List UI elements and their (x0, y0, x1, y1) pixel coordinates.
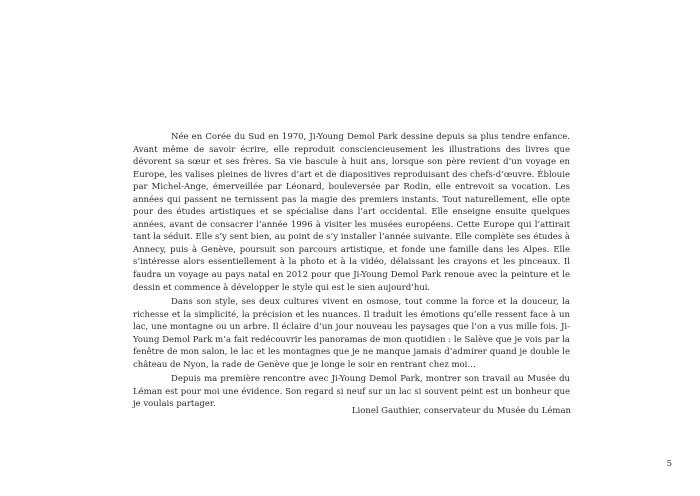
body-text (133, 131, 570, 411)
page-number: 5 (666, 459, 672, 469)
author-signature: Lionel Gauthier, conservateur du Musée du Léman (351, 406, 571, 416)
paragraph-biography: Née en Corée du Sud en 1970, Ji-Young Demol Park dessine depuis sa plus tendre enfance. Avant même de savoir écrire, elle reproduit consciencieusement les illustrations des livres que dévorent sa sœur et ses frères. Sa vie bascule à huit ans, lorsque son père revient d’un voyage en Europe, les valises pleines de livres d’art et de diapositives reproduisant des chefs-d’œuvre. Éblouie par Michel-Ange, émerveillée par Léonard, bouleversée par Rodin, elle entrevoit sa vocation. Les années qui passent ne ternissent pas la magie des premiers instants. Tout naturellement, elle opte pour des études artistiques et se spécialise dans l’art occidental. Elle enseigne ensuite quelques années, avant de consacrer l’année 1996 à visiter les musées européens. Cette Europe qui l’attirait tant la séduit. Elle s’y sent bien, au point de s’y installer l’année suivante. Elle complète ses études à Annecy, puis à Genève, poursuit son parcours artistique, et fonde une famille dans les Alpes. Elle s’intéresse alors essentiellement à la photo et à la vidéo, délaissant les crayons et les pinceaux. Il faudra un voyage au pays natal en 2012 pour que Ji-Young Demol Park renoue avec la peinture et le dessin et commence à développer le style qui est le sien aujourd’hui. (133, 132, 570, 293)
paragraph-exhibition: Depuis ma première rencontre avec Ji-Young Demol Park, montrer son travail au Musée du Léman est pour moi une évidence. Son regard si neuf sur un lac si souvent peint est un bonheur que je voulais partager. (133, 374, 570, 410)
paragraph-style: Dans son style, ses deux cultures vivent en osmose, tout comme la force et la douceur, la richesse et la simplicité, la précision et les nuances. Il traduit les émotions qu’elle ressent face à un lac, une montagne ou un arbre. Il éclaire d’un jour nouveau les paysages que l’on a vus mille fois. Ji-Young Demol Park m’a fait redécouvrir les panoramas de mon quotidien : le Salève que je vois par la fenêtre de mon salon, le lac et les montagnes que je ne manque jamais d’admirer quand je double le château de Nyon, la rade de Genève que je longe le soir en rentrant chez moi… (133, 297, 570, 370)
